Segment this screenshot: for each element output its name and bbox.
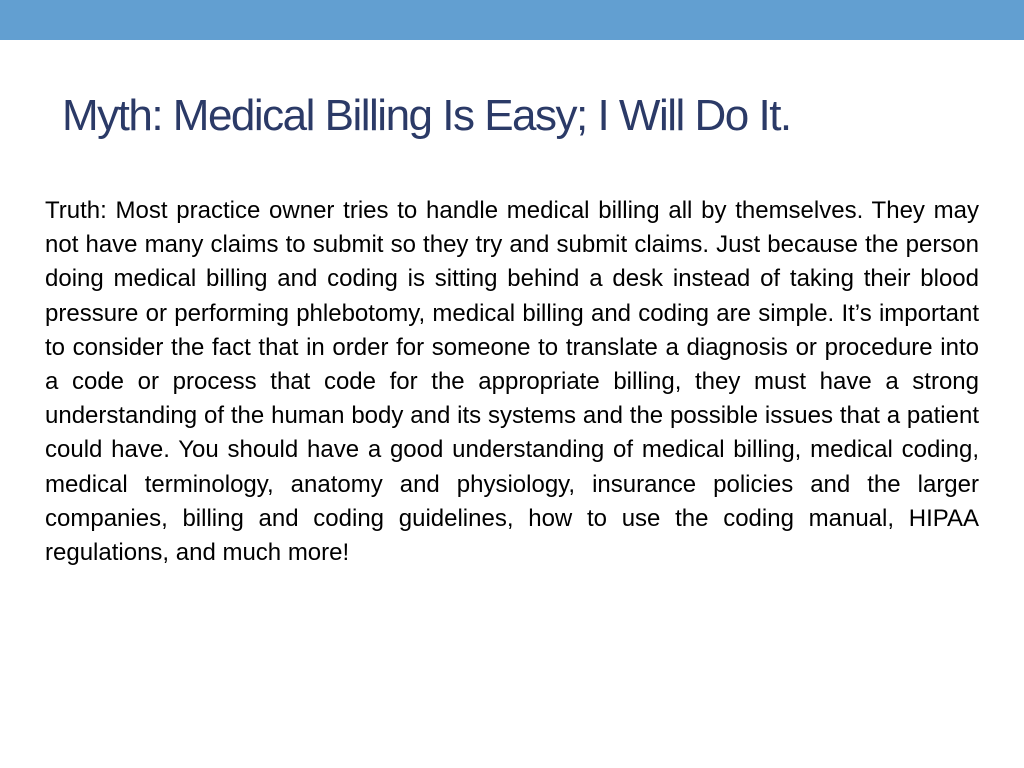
header-accent-bar	[0, 0, 1024, 40]
slide-body-text: Truth: Most practice owner tries to handle medical billing all by themselves. They may not have many claims to submit so they try and submit claims. Just because the person doing medical billing and coding is sitting behind a desk instead of taking their blood pressure or performing phlebotomy, medical billing and coding are simple. It’s important to consider the fact that in order for someone to translate a diagnosis or procedure into a code or process that code for the appropriate billing, they must have a strong understanding of the human body and its systems and the possible issues that a patient could have. You should have a good understanding of medical billing, medical coding, medical terminology, anatomy and physiology, insurance policies and the larger companies, billing and coding guidelines, how to use the coding manual, HIPAA regulations, and much more!	[45, 197, 979, 567]
slide-title: Myth: Medical Billing Is Easy; I Will Do It.	[62, 91, 791, 140]
